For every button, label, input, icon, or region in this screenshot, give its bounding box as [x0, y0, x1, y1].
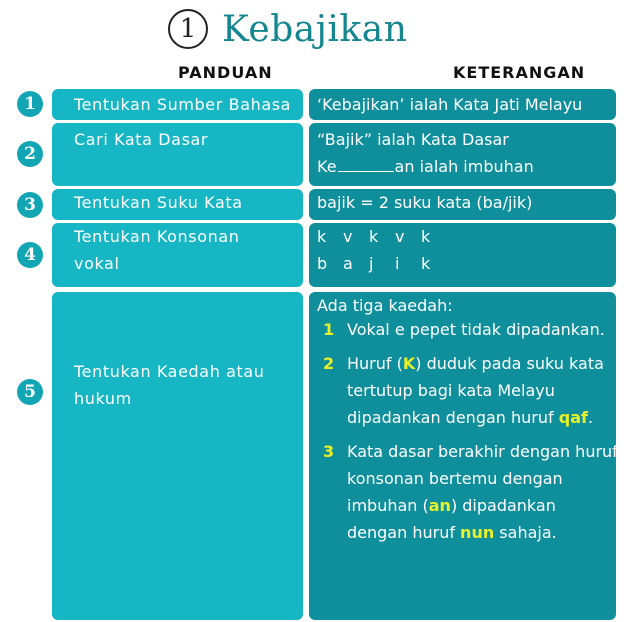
info-cell-4 — [309, 223, 616, 287]
highlight-qaf: qaf — [558, 408, 588, 427]
info-cell-5 — [309, 292, 616, 620]
cv-pattern-letter: v — [395, 227, 405, 246]
rule-text: Kata dasar berakhir dengan huruf konsonan bertemu dengan imbuhan (an) dipadankan dengan huruf nun sahaja. — [347, 442, 618, 542]
cv-pattern-letter: k — [369, 227, 379, 246]
word-letter: i — [395, 254, 400, 273]
guide-cell-2 — [52, 123, 303, 186]
highlight-an: an — [428, 496, 451, 515]
guide-text-1: Tentukan Sumber Bahasa — [74, 95, 292, 114]
rule-number: 1 — [323, 320, 335, 339]
rules-intro: Ada tiga kaedah: — [317, 296, 453, 315]
step-badge-2: 2 — [17, 141, 43, 167]
guide-text-5b: hukum — [74, 389, 132, 408]
guide-cell-4 — [52, 223, 303, 287]
guide-text-2: Cari Kata Dasar — [74, 130, 209, 149]
guide-cell-3 — [52, 189, 303, 220]
cv-pattern-letter: k — [421, 227, 431, 246]
info-cell-1 — [309, 89, 616, 120]
rule-number: 3 — [323, 442, 335, 461]
word-letter: k — [421, 254, 431, 273]
step-badge-5: 5 — [17, 379, 43, 405]
info-text-3: bajik = 2 suku kata (ba/jik) — [317, 193, 533, 212]
title-text: Kebajikan — [222, 8, 408, 50]
step-badge-1: 1 — [17, 91, 43, 117]
rule-text: Vokal e pepet tidak dipadankan. — [347, 320, 605, 339]
guide-cell-1 — [52, 89, 303, 120]
info-text-2b: Ke an ialah imbuhan — [317, 153, 616, 180]
info-cell-3 — [309, 189, 616, 220]
cv-pattern-letter: k — [317, 227, 327, 246]
rule-text: Huruf (K) duduk pada suku kata tertutup bagi kata Melayu dipadankan dengan huruf qaf. — [347, 354, 604, 427]
column-header-keterangan: KETERANGAN — [453, 63, 586, 82]
column-header-panduan: PANDUAN — [178, 63, 273, 82]
guide-text-3: Tentukan Suku Kata — [74, 193, 243, 212]
rule-number: 2 — [323, 354, 335, 373]
step-badge-4: 4 — [17, 242, 43, 268]
guide-text-5a: Tentukan Kaedah atau — [74, 362, 265, 381]
step-badge-3: 3 — [17, 192, 43, 218]
word-letters-row — [317, 250, 616, 277]
highlight-nun: nun — [460, 523, 495, 542]
word-letter: a — [343, 254, 353, 273]
info-text-1: ‘Kebajikan’ ialah Kata Jati Melayu — [317, 95, 583, 114]
title-number-circle: 1 — [168, 9, 208, 49]
guide-cell-5 — [52, 292, 303, 620]
title — [168, 6, 407, 52]
word-letter: b — [317, 254, 328, 273]
word-letter: j — [369, 254, 374, 273]
cv-pattern-letter: v — [343, 227, 353, 246]
info-text-2a: “Bajik” ialah Kata Dasar — [317, 130, 509, 149]
blank-line — [338, 153, 394, 172]
highlight-k: K — [402, 354, 416, 373]
info-cell-2 — [309, 123, 616, 186]
guide-text-4b: vokal — [74, 254, 120, 273]
guide-text-4a: Tentukan Konsonan — [74, 227, 240, 246]
cv-pattern-row — [317, 223, 616, 250]
